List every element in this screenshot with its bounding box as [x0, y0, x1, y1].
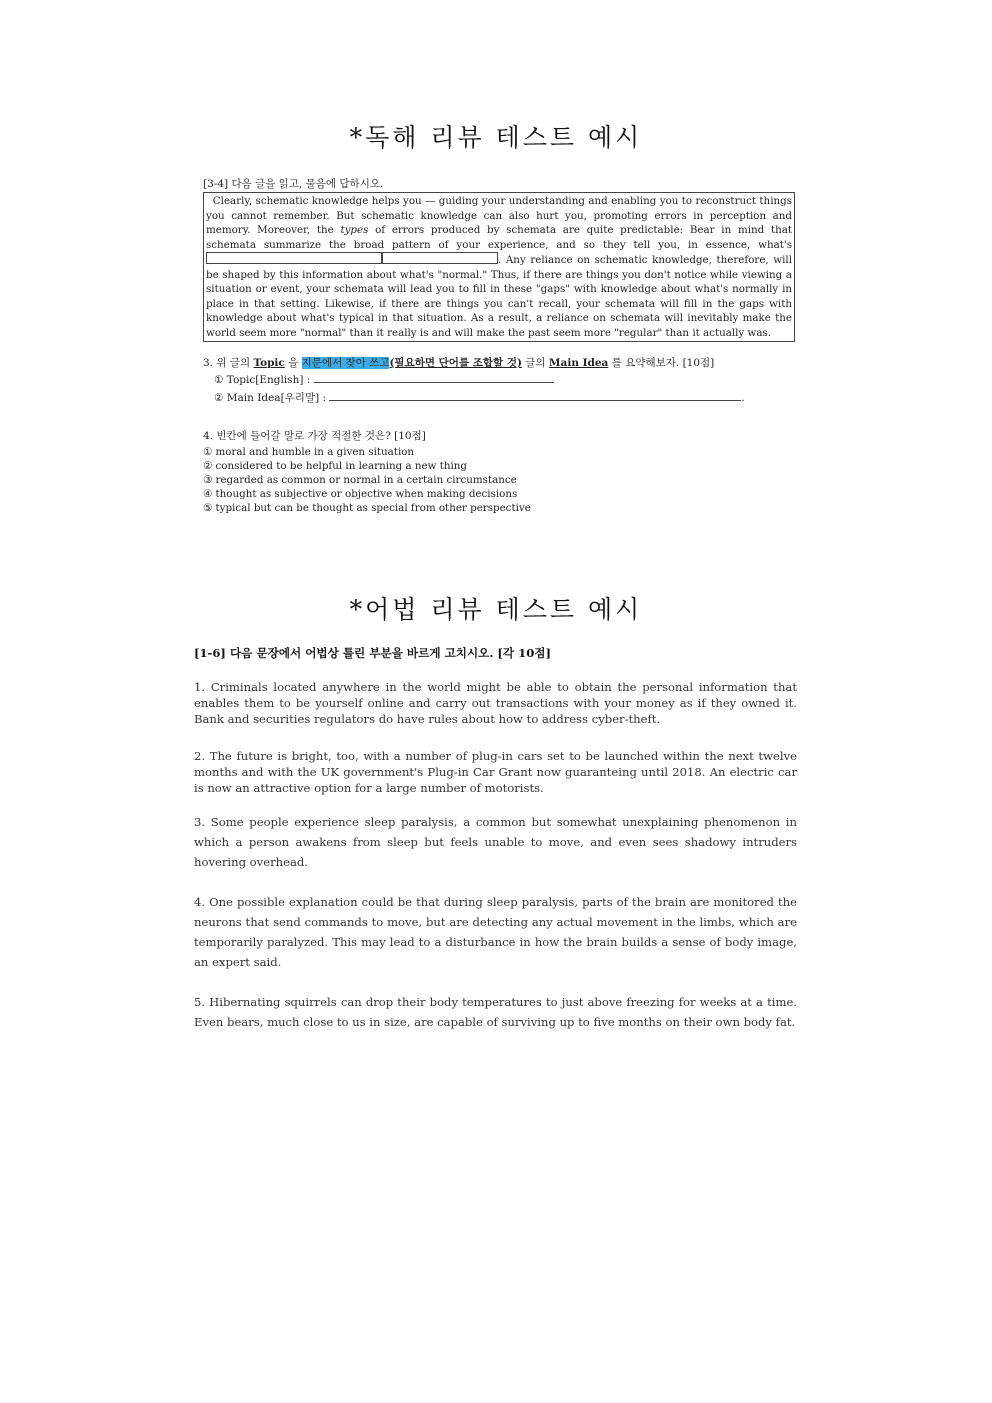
passage-types-word: types	[340, 224, 369, 236]
answer-blank-box-1	[206, 252, 382, 264]
q3-main-idea-answer-row	[214, 390, 804, 405]
q3-topic-answer-row	[214, 373, 804, 386]
answer-blank-box-2	[382, 252, 498, 264]
grammar-test-title: *어법 리뷰 테스트 예시	[349, 595, 643, 624]
q3-topic-label: ① Topic[English] :	[214, 374, 314, 386]
reading-passage	[203, 192, 795, 342]
q3-topic: Topic	[253, 357, 285, 369]
q4-option-5: ⑤ typical but can be thought as special from other perspective	[203, 502, 531, 514]
q3-highlight: 지문에서 찾아 쓰고	[301, 357, 390, 369]
passage-part-2: of errors produced by schemata are quite predictable: Bear in mind that schemata summarize the broad pattern of your experience, and so they tell you, in essence, what's	[206, 224, 792, 251]
q4-option-1: ① moral and humble in a given situation	[203, 446, 415, 458]
reading-test-title: *독해 리뷰 테스트 예시	[349, 123, 643, 152]
q4-option-2: ② considered to be helpful in learning a new thing	[203, 460, 468, 472]
q3-main-idea: Main Idea	[548, 357, 609, 369]
grammar-item-2: 2. The future is bright, too, with a number of plug-in cars set to be launched within the next twelve months and with the UK government's Plug-in Car Grant now guaranteing until 2018. An electric car is now an attractive option for a large number of motorists.	[194, 749, 797, 795]
question-4: 4. 빈칸에 들어갈 말로 가장 적절한 것은? [10점]	[203, 430, 426, 442]
q3-mid2: 글의	[521, 357, 549, 369]
grammar-item-4: 4. One possible explanation could be that during sleep paralysis, parts of the brain are monitored the neurons that send commands to move, but are detecting any actual movement in the limbs, which are temporarily paralyzed. This may lead to a disturbance in how the brain builds a sense of body image, an expert said.	[194, 895, 797, 969]
main-idea-answer-line[interactable]	[329, 391, 741, 401]
passage-part-1: Clearly, schematic knowledge helps you — guiding your understanding and enabling you to reconstruct things you cannot remember. But schematic knowledge can also hurt you, promoting errors in perception and memory. Moreover, the	[206, 195, 792, 236]
q3-paren: (필요하면 단어를 조합할 것)	[389, 357, 522, 369]
q3-mid1: 을	[284, 357, 302, 369]
grammar-item-3: 3. Some people experience sleep paralysis, a common but somewhat unexplaining phenomenon in which a person awakens from sleep but feels unable to move, and even sees shadowy intruders hovering overhead.	[194, 815, 797, 869]
q3-main-idea-end: .	[741, 392, 745, 404]
grammar-item-5: 5. Hibernating squirrels can drop their body temperatures to just above freezing for weeks at a time. Even bears, much close to us in size, are capable of surviving up to five months on their own body fat.	[194, 995, 797, 1029]
q4-option-3: ③ regarded as common or normal in a certain circumstance	[203, 474, 517, 486]
q3-suffix: 를 요약해보자. [10점]	[608, 357, 715, 369]
question-3	[203, 355, 793, 370]
passage-part-3: . Any reliance on schematic knowledge, therefore, will be shaped by this information about what's "normal." Thus, if there are things you don't notice while viewing a situation or event, your schemata will lead you to fill in these "gaps" with knowledge about what's normally in place in that setting. Likewise, if there are things you can't recall, your schemata will fill in the gaps with knowledge about what's typical in that situation. As a result, a reliance on schemata will inevitably make the world seem more "normal" than it really is and will make the past seem more "regular" than it actually was.	[206, 254, 792, 339]
q4-option-4: ④ thought as subjective or objective when making decisions	[203, 488, 518, 500]
q3-main-idea-label: ② Main Idea[우리말] :	[214, 392, 330, 404]
q3-prefix: 3. 위 글의	[203, 357, 254, 369]
grammar-item-1: 1. Criminals located anywhere in the world might be able to obtain the personal information that enables them to be yourself online and carry out transactions with your money as if they owned it. Bank and securities regulators do have rules about how to address cyber-theft.	[194, 680, 797, 726]
topic-answer-line[interactable]	[314, 373, 554, 383]
reading-instruction: [3-4] 다음 글을 읽고, 물음에 답하시오.	[203, 178, 384, 190]
grammar-instruction: [1-6] 다음 문장에서 어법상 틀린 부분을 바르게 고치시오. [각 10점]	[194, 646, 551, 660]
